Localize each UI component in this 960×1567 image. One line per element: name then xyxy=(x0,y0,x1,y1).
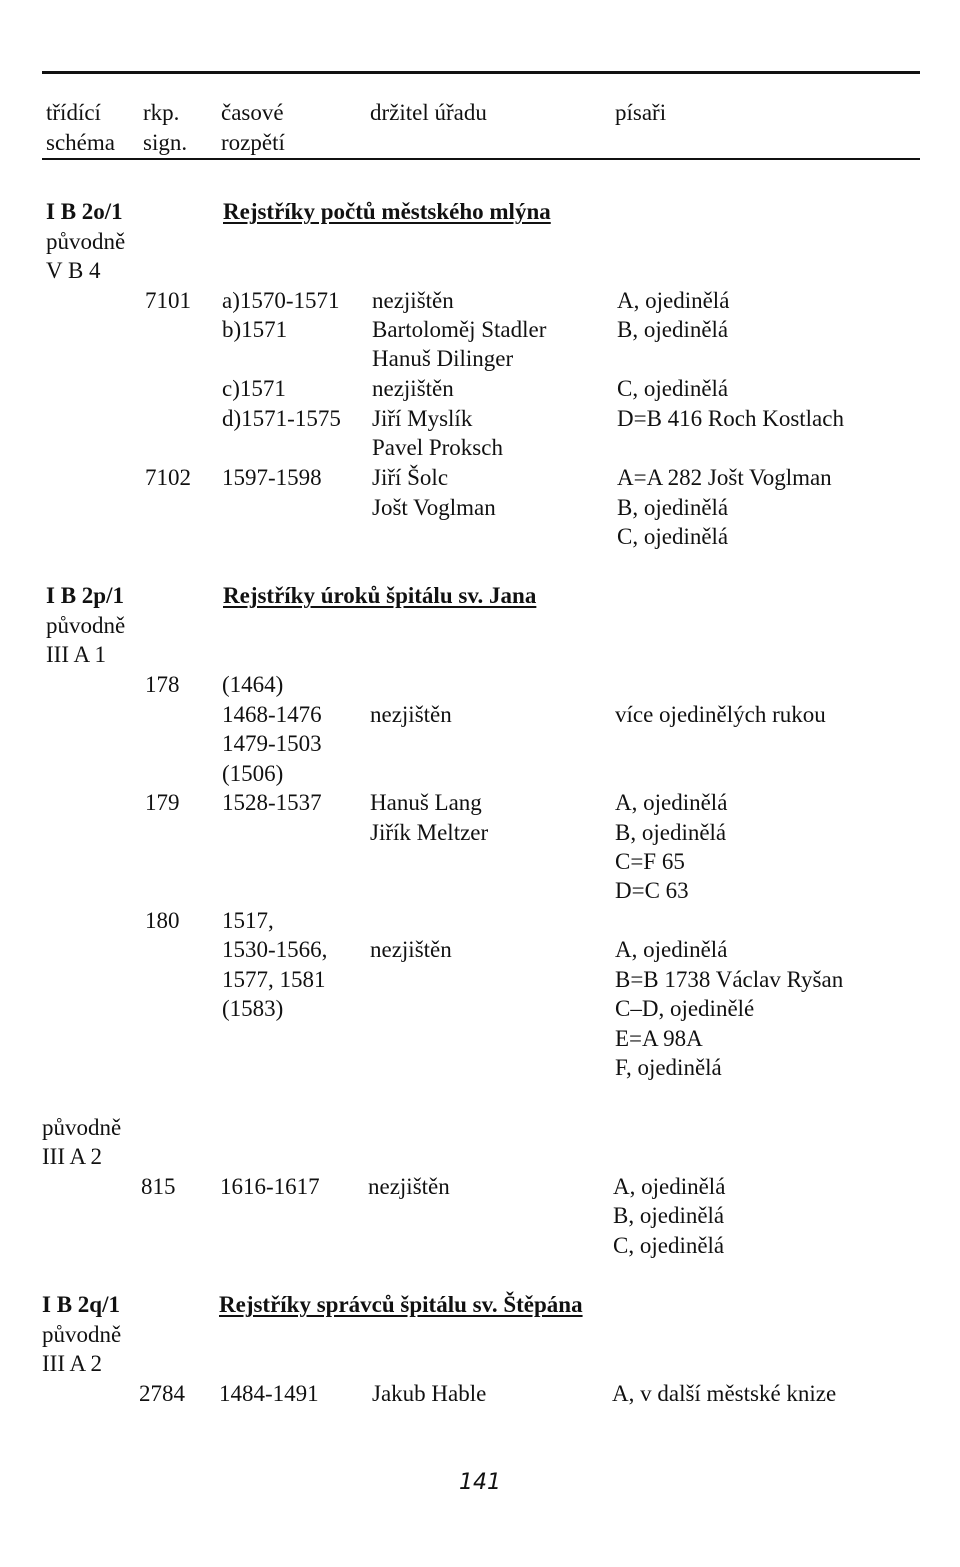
section-origin: V B 4 xyxy=(46,258,101,283)
scribe: A, ojedinělá xyxy=(615,937,728,962)
office-holder: Jošt Voglman xyxy=(372,495,496,520)
scribe: F, ojedinělá xyxy=(615,1055,722,1080)
header-col2-line1: rkp. xyxy=(143,100,180,125)
scribe: C, ojedinělá xyxy=(613,1233,725,1258)
header-col1-line2: schéma xyxy=(46,130,115,155)
scribe: více ojedinělých rukou xyxy=(615,702,826,727)
section-title: Rejstříky počtů městského mlýna xyxy=(223,199,551,224)
scribe: B, ojedinělá xyxy=(613,1203,725,1228)
office-holder: Bartoloměj Stadler xyxy=(372,317,547,342)
section-origin: původně xyxy=(46,229,126,254)
time-span: b)1571 xyxy=(222,317,288,342)
time-span: 1528-1537 xyxy=(222,790,322,815)
office-holder: nezjištěn xyxy=(370,702,452,727)
header-col2-line2: sign. xyxy=(143,130,188,155)
section-code: I B 2o/1 xyxy=(46,199,123,224)
section-origin: původně xyxy=(46,613,126,638)
section-origin: původně xyxy=(42,1322,122,1347)
signature: 179 xyxy=(145,790,180,815)
section-origin: původně xyxy=(42,1115,122,1140)
scribe: B, ojedinělá xyxy=(615,820,727,845)
time-span: 1517, xyxy=(222,908,274,933)
top-rule xyxy=(42,71,920,74)
scribe: C, ojedinělá xyxy=(617,524,729,549)
header-col4: držitel úřadu xyxy=(370,100,487,125)
header-col3-line2: rozpětí xyxy=(221,130,285,155)
scribe: D=B 416 Roch Kostlach xyxy=(617,406,844,431)
time-span: (1506) xyxy=(222,761,284,786)
header-col3-line1: časové xyxy=(221,100,284,125)
section-origin: III A 2 xyxy=(42,1351,103,1376)
page-number: 141 xyxy=(459,1470,501,1495)
signature: 2784 xyxy=(139,1381,185,1406)
signature: 815 xyxy=(141,1174,176,1199)
time-span: (1464) xyxy=(222,672,284,697)
scribe: B=B 1738 Václav Ryšan xyxy=(615,967,844,992)
time-span: 1577, 1581 xyxy=(222,967,326,992)
time-span: c)1571 xyxy=(222,376,286,401)
time-span: 1616-1617 xyxy=(220,1174,320,1199)
time-span: (1583) xyxy=(222,996,284,1021)
office-holder: nezjištěn xyxy=(368,1174,450,1199)
signature: 178 xyxy=(145,672,180,697)
section-title: Rejstříky správců špitálu sv. Štěpána xyxy=(219,1292,583,1317)
scribe: A, ojedinělá xyxy=(613,1174,726,1199)
office-holder: nezjištěn xyxy=(370,937,452,962)
time-span: d)1571-1575 xyxy=(222,406,341,431)
time-span: a)1570-1571 xyxy=(222,288,340,313)
office-holder: Jiří Šolc xyxy=(372,465,449,490)
section-origin: III A 1 xyxy=(46,642,107,667)
header-col1-line1: třídící xyxy=(46,100,101,125)
time-span: 1597-1598 xyxy=(222,465,322,490)
office-holder: Hanuš Dilinger xyxy=(372,346,514,371)
header-rule xyxy=(42,158,920,160)
header-col5: písaři xyxy=(615,100,667,125)
office-holder: Hanuš Lang xyxy=(370,790,482,815)
scribe: E=A 98A xyxy=(615,1026,703,1051)
office-holder: Jiřík Meltzer xyxy=(370,820,489,845)
office-holder: Pavel Proksch xyxy=(372,435,503,460)
scribe: C–D, ojedinělé xyxy=(615,996,755,1021)
signature: 7102 xyxy=(145,465,191,490)
scribe: A, v další městské knize xyxy=(612,1381,837,1406)
scribe: A, ojedinělá xyxy=(617,288,730,313)
scribe: D=C 63 xyxy=(615,878,689,903)
office-holder: nezjištěn xyxy=(372,376,454,401)
scribe: C, ojedinělá xyxy=(617,376,729,401)
section-code: I B 2p/1 xyxy=(46,583,124,608)
time-span: 1484-1491 xyxy=(219,1381,319,1406)
signature: 180 xyxy=(145,908,180,933)
office-holder: Jiří Myslík xyxy=(372,406,473,431)
scribe: C=F 65 xyxy=(615,849,685,874)
office-holder: Jakub Hable xyxy=(372,1381,487,1406)
office-holder: nezjištěn xyxy=(372,288,454,313)
section-code: I B 2q/1 xyxy=(42,1292,120,1317)
time-span: 1530-1566, xyxy=(222,937,328,962)
scribe: A, ojedinělá xyxy=(615,790,728,815)
time-span: 1468-1476 xyxy=(222,702,322,727)
scribe: B, ojedinělá xyxy=(617,495,729,520)
section-origin: III A 2 xyxy=(42,1144,103,1169)
time-span: 1479-1503 xyxy=(222,731,322,756)
scribe: A=A 282 Jošt Voglman xyxy=(617,465,832,490)
signature: 7101 xyxy=(145,288,191,313)
section-title: Rejstříky úroků špitálu sv. Jana xyxy=(223,583,537,608)
scribe: B, ojedinělá xyxy=(617,317,729,342)
